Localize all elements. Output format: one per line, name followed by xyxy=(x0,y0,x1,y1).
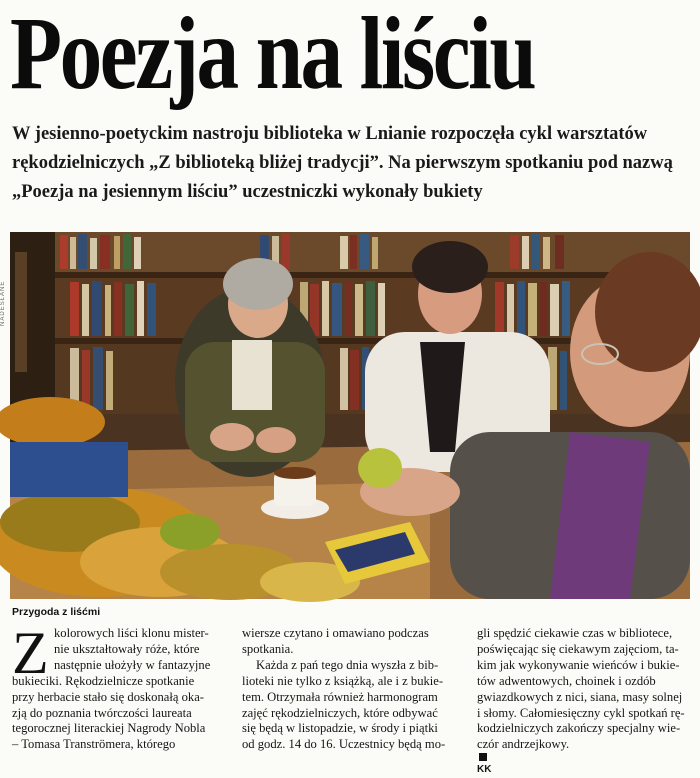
lead-line: rękodzielniczych „Z biblioteką bliżej tradycji”. Na pierwszym spotkaniu pod nazwą xyxy=(12,153,673,173)
lead-paragraph xyxy=(12,120,692,207)
text-line: kim jak wykonywanie wieńców i bukie- xyxy=(477,657,680,672)
article-photo xyxy=(10,232,690,599)
lead-line: W jesienno-poetyckim nastroju biblioteka w Lnianie rozpoczęła cykl warsztatów xyxy=(12,124,648,144)
author-initials: KK xyxy=(477,764,492,776)
text-line: od godz. 14 do 16. Uczestnicy będą mo- xyxy=(242,737,446,752)
text-line: tem. Otrzymała również harmonogram xyxy=(242,689,438,704)
article-column-2 xyxy=(242,626,457,753)
end-mark xyxy=(479,753,487,761)
article-column-1 xyxy=(12,620,225,753)
text-line: poświęcając się ciekawym zajęciom, ta- xyxy=(477,641,679,656)
text-line: przy herbacie stało się doskonałą oka- xyxy=(12,689,204,704)
text-line: – Tomasa Tranströmera, którego xyxy=(12,737,176,752)
text-line: spotkania. xyxy=(242,641,294,656)
article-column-3 xyxy=(477,626,692,778)
text-line: bukieciki. Rękodzielnicze spotkanie xyxy=(12,673,195,688)
headline: Poezja na liściu xyxy=(10,0,535,111)
text-line xyxy=(477,737,692,778)
text-line: Każda z pań tego dnia wyszła z bib- xyxy=(256,657,439,672)
drop-cap: Z xyxy=(12,620,49,686)
text-line: kolorowych liści klonu mister- xyxy=(54,626,209,640)
text-line: zajęć rękodzielniczych, które odbywać xyxy=(242,705,438,720)
text-line: tegorocznej literackiej Nagrody Nobla xyxy=(12,721,206,736)
text-line: nie ukształtowały róże, które xyxy=(54,641,200,656)
text-line: zją do poznania twórczości laureata xyxy=(12,705,192,720)
text-line: kodzielniczych zakończy specjalny wie- xyxy=(477,721,681,736)
text-line: gli spędzić ciekawie czas w bibliotece, xyxy=(477,626,673,640)
text-line: wiersze czytano i omawiano podczas xyxy=(242,626,429,640)
text-line: i słomy. Całomiesięczny cykl spotkań rę- xyxy=(477,705,685,720)
photo-credit: NADESŁANE xyxy=(0,280,6,326)
lead-line: „Poezja na jesiennym liściu” uczestniczki wykonały bukiety xyxy=(12,182,483,202)
text-line: gwiazdkowych z nici, siana, masy solnej xyxy=(477,689,683,704)
text-line: tów adwentowych, choinek i ozdób xyxy=(477,673,656,688)
text-line-end: czór andrzejkowy. xyxy=(477,737,570,752)
text-line: lioteki nie tylko z książką, ale i z bukie- xyxy=(242,673,444,688)
text-line: następnie ułożyły w fantazyjne xyxy=(54,657,211,672)
photo-caption: Przygoda z liśćmi xyxy=(12,606,101,618)
text-line: się będą w listopadzie, w środy i piątki xyxy=(242,721,438,736)
